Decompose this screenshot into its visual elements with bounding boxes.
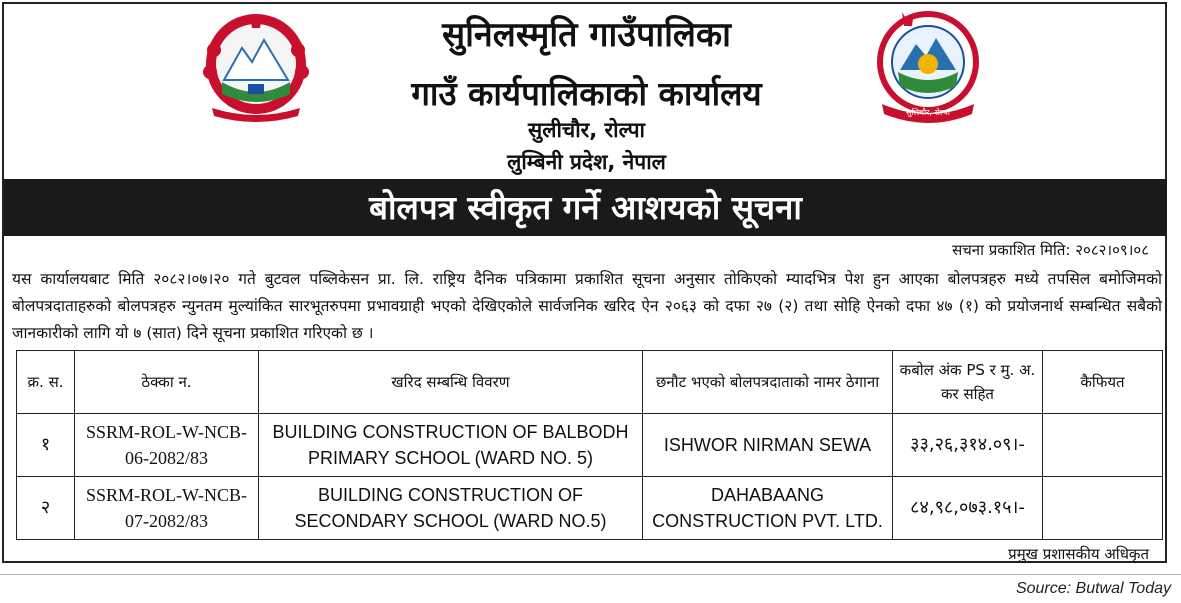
cell-sn: १ (17, 414, 75, 477)
cell-description: BUILDING CONSTRUCTION OF SECONDARY SCHOOL (WARD NO.5) (259, 477, 643, 540)
office-address-line1: सुलीचौर, रोल्पा (528, 118, 645, 142)
header-bidder: छनौट भएको बोलपत्रदाताको नामर ठेगाना (643, 351, 893, 414)
cell-contract-no: SSRM-ROL-W-NCB-06-2082/83 (75, 414, 259, 477)
municipality-emblem-logo (872, 8, 984, 124)
divider (0, 574, 1181, 575)
notice-title-banner: बोलपत्र स्वीकृत गर्ने आशयको सूचना (4, 179, 1167, 236)
notice-body-text: यस कार्यालयबाट मिति २०८२।०७।२० गते बुटवल पब्लिकेसन प्रा. लि. राष्ट्रिय दैनिक पत्रिकामा प्रकाशित सूचना अनुसार तोकिएको म्यादभित्र पेश हुन आएका बोलपत्रहरु मध्ये तपसिल बमोजिमको बोलपत्रदाताहरुको बोलपत्रहरु न्युनतम मुल्यांकित सारभूतरुपमा प्रभावग्राही भएको देखिएकोले सार्वजनिक खरिद ऐन २०६३ को दफा २७ (२) तथा सोहि ऐनको दफा ४७ (१) को प्रयोजनार्थ सम्बन्धित सबैको जानकारीको लागि यो ७ (सात) दिने सूचना प्रकाशित गरिएको छ । (12, 270, 1162, 342)
cell-amount: ८४,९८,०७३.१५।- (893, 477, 1043, 540)
office-address-line2: लुम्बिनी प्रदेश, नेपाल (507, 150, 666, 174)
published-date: सचना प्रकाशित मिति: २०८२।०९।०८ (952, 241, 1149, 259)
cell-bidder: ISHWOR NIRMAN SEWA (643, 414, 893, 477)
cell-amount: ३३,२६,३१४.०९।- (893, 414, 1043, 477)
emblem-bottom-caption: सुलिचौर, रोल्पा (906, 108, 950, 117)
cell-remarks (1043, 477, 1163, 540)
bid-table (16, 350, 1163, 540)
cell-sn: २ (17, 477, 75, 540)
header-description: खरिद सम्बन्धि विवरण (259, 351, 643, 414)
header-sn: क्र. स. (17, 351, 75, 414)
signatory-title: प्रमुख प्रशासकीय अधिकृत (1008, 545, 1149, 563)
header-amount: कबोल अंक PS र मु. अ. कर सहित (893, 351, 1043, 414)
table-row (17, 477, 1163, 540)
table-row (17, 414, 1163, 477)
cell-description: BUILDING CONSTRUCTION OF BALBODH PRIMARY SCHOOL (WARD NO. 5) (259, 414, 643, 477)
table-header-row (17, 351, 1163, 414)
municipality-name: सुनिलस्मृति गाउँपालिका (442, 15, 731, 55)
cell-contract-no: SSRM-ROL-W-NCB-07-2082/83 (75, 477, 259, 540)
header-contract-no: ठेक्का न. (75, 351, 259, 414)
header-remarks: कैफियत (1043, 351, 1163, 414)
source-credit: Source: Butwal Today (1015, 580, 1171, 597)
public-notice (2, 2, 1167, 563)
office-name: गाउँ कार्यपालिकाको कार्यालय (411, 74, 762, 113)
cell-remarks (1043, 414, 1163, 477)
cell-bidder: DAHABAANG CONSTRUCTION PVT. LTD. (643, 477, 893, 540)
